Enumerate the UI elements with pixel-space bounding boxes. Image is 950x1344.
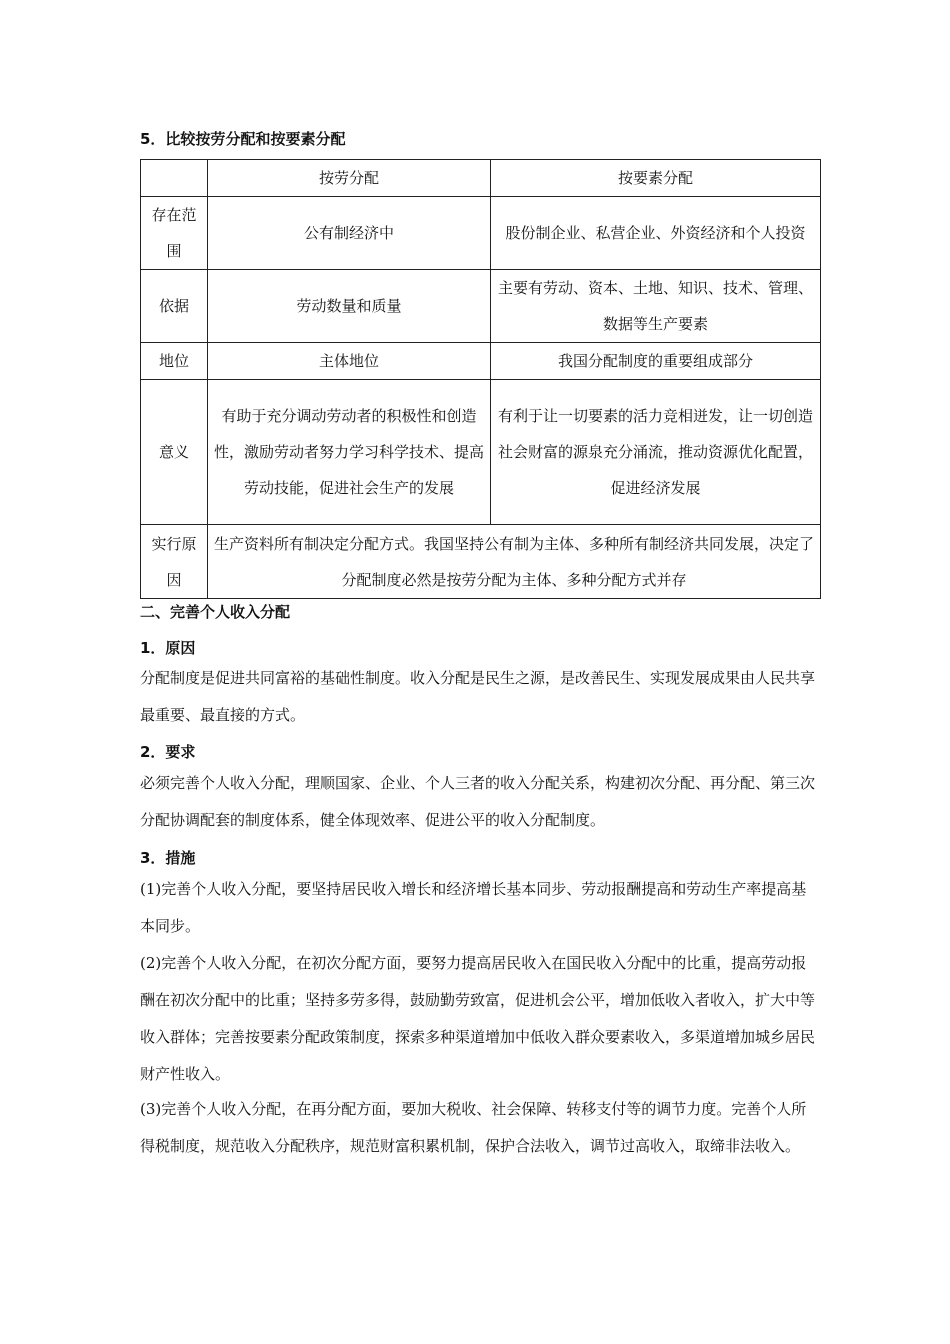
factor-cell: 有利于让一切要素的活力竞相迸发，让一切创造社会财富的源泉充分涌流，推动资源优化配置，促进经济发展: [491, 380, 821, 525]
table-row: [141, 197, 821, 270]
section5-title: 5．比较按劳分配和按要素分配: [140, 130, 346, 148]
table-header-cell: [141, 160, 208, 197]
requirement-text: 必须完善个人收入分配，理顺国家、企业、个人三者的收入分配关系，构建初次分配、再分配、第三次分配协调配套的制度体系，健全体现效率、促进公平的收入分配制度。: [140, 774, 816, 829]
row-label: 依据: [141, 270, 208, 343]
table-header-cell: 按要素分配: [491, 160, 821, 197]
labor-cell: 劳动数量和质量: [208, 270, 491, 343]
requirement-title: 2．要求: [140, 743, 196, 761]
labor-cell: 公有制经济中: [208, 197, 491, 270]
measures-title: 3．措施: [140, 849, 196, 867]
table-row: [141, 380, 821, 525]
comparison-table: [140, 159, 821, 599]
measure-item: (1)完善个人收入分配，要坚持居民收入增长和经济增长基本同步、劳动报酬提高和劳动生产率提高基本同步。: [140, 880, 807, 935]
reason-text: 分配制度是促进共同富裕的基础性制度。收入分配是民生之源，是改善民生、实现发展成果由人民共享最重要、最直接的方式。: [140, 669, 816, 724]
table-header-cell: 按劳分配: [208, 160, 491, 197]
table-header-row: [141, 160, 821, 197]
measure-item: (2)完善个人收入分配，在初次分配方面，要努力提高居民收入在国民收入分配中的比重，提高劳动报酬在初次分配中的比重；坚持多劳多得，鼓励勤劳致富，促进机会公平，增加低收入者收入，扩大中等收入群体；完善按要素分配政策制度，探索多种渠道增加中低收入群众要素收入，多渠道增加城乡居民财产性收入。: [140, 954, 816, 1083]
row-label: 意义: [141, 380, 208, 525]
factor-cell: 主要有劳动、资本、土地、知识、技术、管理、数据等生产要素: [491, 270, 821, 343]
table-row: [141, 343, 821, 380]
measure-item: (3)完善个人收入分配，在再分配方面，要加大税收、社会保障、转移支付等的调节力度。完善个人所得税制度，规范收入分配秩序，规范财富积累机制，保护合法收入，调节过高收入，取缔非法收入。: [140, 1100, 807, 1155]
merged-cell: 生产资料所有制决定分配方式。我国坚持公有制为主体、多种所有制经济共同发展，决定了分配制度必然是按劳分配为主体、多种分配方式并存: [208, 525, 821, 599]
row-label: 地位: [141, 343, 208, 380]
row-label: 存在范围: [141, 197, 208, 270]
labor-cell: 有助于充分调动劳动者的积极性和创造性，激励劳动者努力学习科学技术、提高劳动技能，促进社会生产的发展: [208, 380, 491, 525]
section2-title: 二、完善个人收入分配: [140, 603, 291, 621]
row-label: 实行原因: [141, 525, 208, 599]
reason-title: 1．原因: [140, 639, 196, 657]
table-row: [141, 270, 821, 343]
factor-cell: 股份制企业、私营企业、外资经济和个人投资: [491, 197, 821, 270]
factor-cell: 我国分配制度的重要组成部分: [491, 343, 821, 380]
labor-cell: 主体地位: [208, 343, 491, 380]
table-row: [141, 525, 821, 599]
